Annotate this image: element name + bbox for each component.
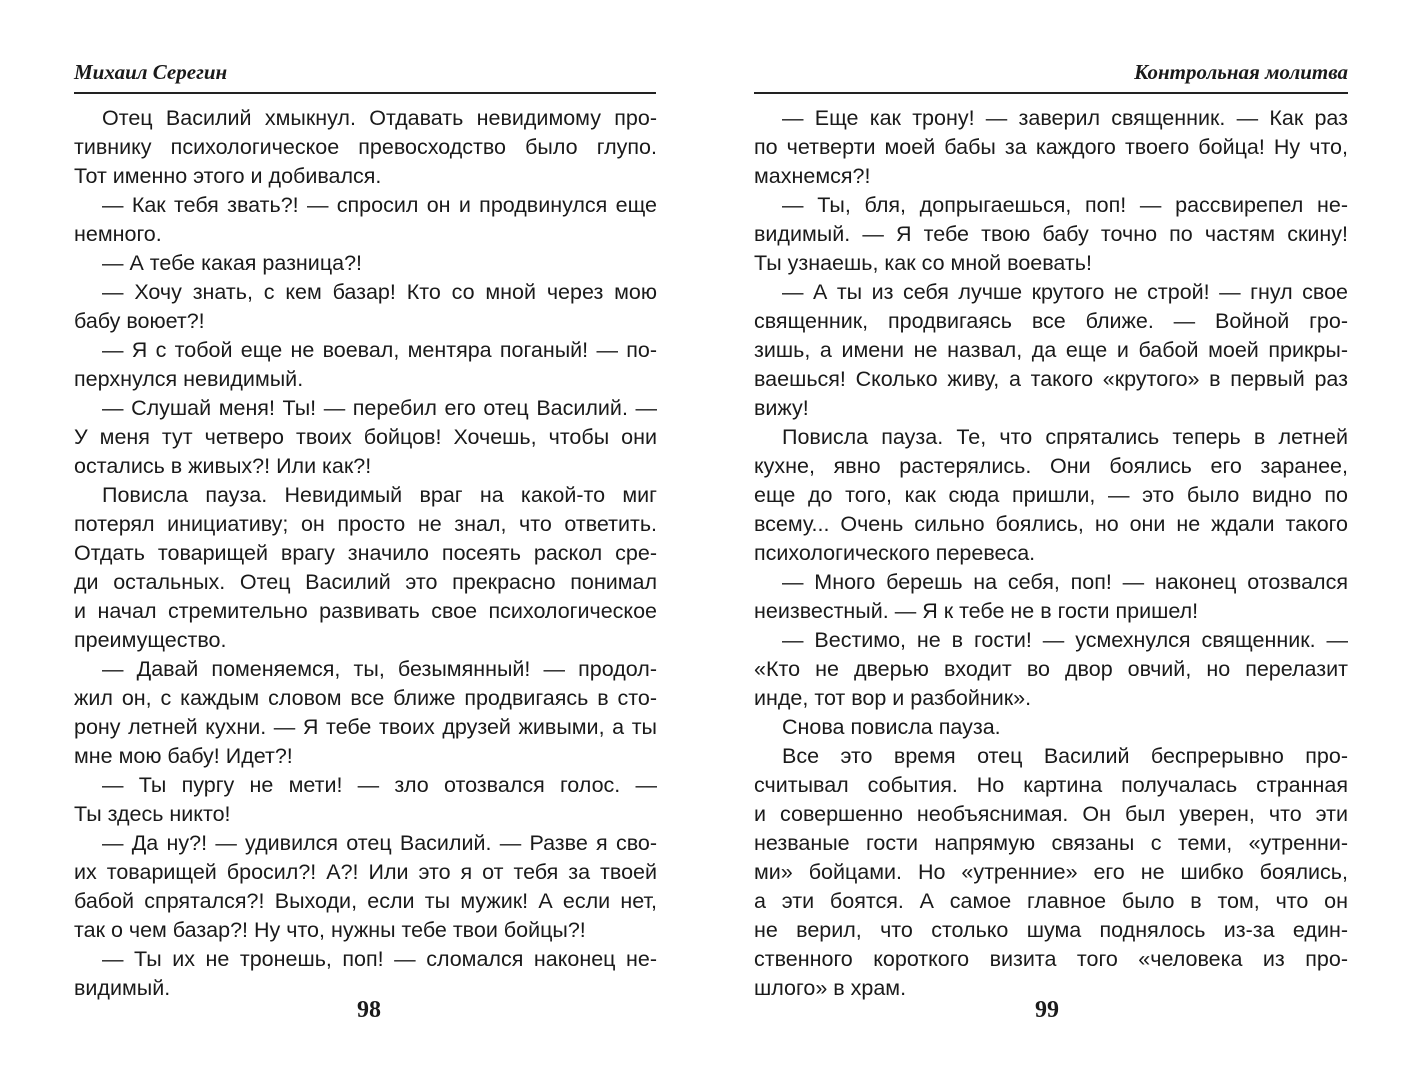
text-line: священник, продвигаясь все ближе. — Войной гро-	[754, 309, 1348, 333]
text-line: кухне, явно растерялись. Они боялись его заранее,	[754, 454, 1348, 478]
page-number: 99	[1035, 997, 1059, 1023]
text-line: и начал стремительно развивать свое психологическое	[74, 599, 657, 623]
text-line: остались в живых?! Или как?!	[74, 454, 372, 478]
text-line: махнемся?!	[754, 164, 871, 188]
text-line: — Еще как трону! — заверил священник. — Как раз	[782, 106, 1348, 130]
text-line: видимый. — Я тебе твою бабу точно по частям скину!	[754, 222, 1348, 246]
running-head-author: Михаил Серегин	[74, 60, 228, 84]
text-line: — Давай поменяемся, ты, безымянный! — продол-	[102, 657, 657, 681]
text-line: — Ты пургу не мети! — зло отозвался голос. —	[102, 773, 657, 797]
text-line: «Кто не дверью входит во двор овчий, но перелазит	[754, 657, 1348, 681]
text-line: потерял инициативу; он просто не знал, что ответить.	[74, 512, 657, 536]
text-line: ми» бойцами. Но «утренние» его не шибко боялись,	[754, 860, 1348, 884]
text-line: Ты здесь никто!	[74, 802, 231, 826]
text-line: Ты узнаешь, как со мной воевать!	[754, 251, 1092, 275]
text-line: немного.	[74, 222, 162, 246]
text-line: — Да ну?! — удивился отец Василий. — Разве я сво-	[102, 831, 657, 855]
header-rule	[754, 92, 1348, 94]
right-page	[704, 0, 1409, 1080]
text-line: видимый.	[74, 976, 171, 1000]
text-line: и совершенно необъяснимая. Он был уверен, что эти	[754, 802, 1348, 826]
text-line: — Вестимо, не в гости! — усмехнулся священник. —	[782, 628, 1348, 652]
text-line: рону летней кухни. — Я тебе твоих друзей живыми, а ты	[74, 715, 657, 739]
left-page	[0, 0, 704, 1080]
text-line: тивнику психологическое превосходство было глупо.	[74, 135, 657, 159]
text-line: преимущество.	[74, 628, 227, 652]
text-line: шлого» в храм.	[754, 976, 907, 1000]
text-line: вижу!	[754, 396, 809, 420]
text-line: всему... Очень сильно боялись, но они не ждали такого	[754, 512, 1348, 536]
text-line: Повисла пауза. Те, что спрятались теперь в летней	[782, 425, 1348, 449]
text-line: так о чем базар?! Ну что, нужны тебе твои бойцы?!	[74, 918, 586, 942]
text-line: перхнулся невидимый.	[74, 367, 304, 391]
text-line: — Много берешь на себя, поп! — наконец отозвался	[782, 570, 1348, 594]
text-line: мне мою бабу! Идет?!	[74, 744, 293, 768]
page-body-text	[74, 104, 657, 1003]
text-line: психологического перевеса.	[754, 541, 1036, 565]
text-line: У меня тут четверо твоих бойцов! Хочешь, чтобы они	[74, 425, 657, 449]
text-line: ваешься! Сколько живу, а такого «крутого» в первый раз	[754, 367, 1348, 391]
text-line: — Ты, бля, допрыгаешься, поп! — рассвирепел не-	[782, 193, 1348, 217]
text-line: — Хочу знать, с кем базар! Кто со мной через мою	[102, 280, 657, 304]
text-line: — Как тебя звать?! — спросил он и продвинулся еще	[102, 193, 657, 217]
running-head-title: Контрольная молитва	[1134, 60, 1348, 84]
text-line: Снова повисла пауза.	[782, 715, 1001, 739]
text-line: — Ты их не тронешь, поп! — сломался наконец не-	[102, 947, 657, 971]
text-line: ственного короткого визита того «человека из про-	[754, 947, 1348, 971]
text-line: Тот именно этого и добивался.	[74, 164, 382, 188]
text-line: неизвестный. — Я к тебе не в гости пришел!	[754, 599, 1199, 623]
text-line: зишь, а имени не назвал, да еще и бабой моей прикры-	[754, 338, 1348, 362]
text-line: — А тебе какая разница?!	[102, 251, 363, 275]
text-line: их товарищей бросил?! А?! Или это я от тебя за твоей	[74, 860, 657, 884]
text-line: — Слушай меня! Ты! — перебил его отец Василий. —	[102, 396, 657, 420]
text-line: не верил, что столько шума поднялось из-за един-	[754, 918, 1348, 942]
text-line: по четверти моей бабы за каждого твоего бойца! Ну что,	[754, 135, 1348, 159]
text-line: считывал события. Но картина получалась странная	[754, 773, 1348, 797]
text-line: Все это время отец Василий беспрерывно про-	[782, 744, 1348, 768]
text-line: инде, тот вор и разбойник».	[754, 686, 1032, 710]
text-line: жил он, с каждым словом все ближе продвигаясь в сто-	[74, 686, 657, 710]
text-line: незваные гости напрямую связаны с теми, «утренни-	[754, 831, 1348, 855]
page-number: 98	[357, 997, 381, 1023]
page-body-text	[754, 104, 1348, 1003]
text-line: бабу воюет?!	[74, 309, 205, 333]
text-line: Повисла пауза. Невидимый враг на какой-то миг	[102, 483, 657, 507]
text-line: еще до того, как сюда пришли, — это было видно по	[754, 483, 1348, 507]
text-line: Отец Василий хмыкнул. Отдавать невидимому про-	[102, 106, 657, 130]
text-line: ди остальных. Отец Василий это прекрасно понимал	[74, 570, 657, 594]
text-line: бабой спрятался?! Выходи, если ты мужик! А если нет,	[74, 889, 657, 913]
text-line: Отдать товарищей врагу значило посеять раскол сре-	[74, 541, 657, 565]
text-line: — Я с тобой еще не воевал, ментяра поганый! — по-	[102, 338, 657, 362]
header-rule	[74, 92, 656, 94]
text-line: а эти боятся. А самое главное было в том, что он	[754, 889, 1348, 913]
text-line: — А ты из себя лучше крутого не строй! — гнул свое	[782, 280, 1348, 304]
